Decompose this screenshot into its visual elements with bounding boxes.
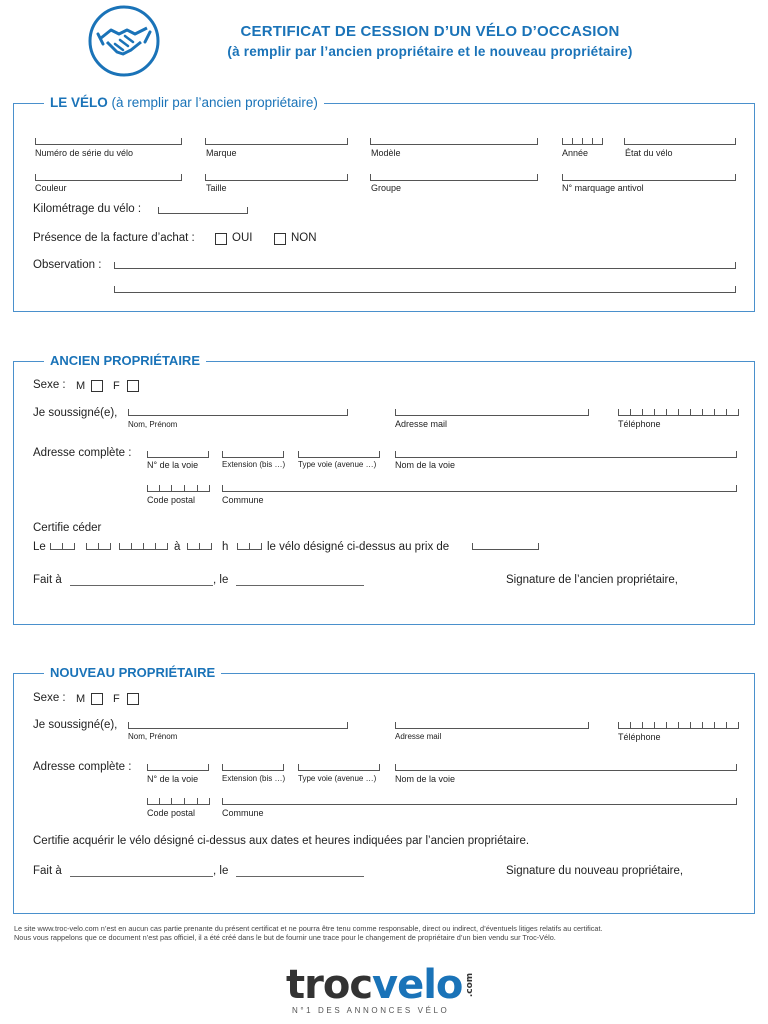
trocvelo-logo	[286, 962, 486, 1022]
ancien-month-field[interactable]	[86, 543, 110, 550]
legend-rest: (à remplir par l’ancien propriétaire)	[107, 95, 318, 110]
ancien-done-le-label: , le	[213, 574, 229, 586]
ancien-sign-date-field[interactable]	[236, 585, 364, 586]
nouveau-signature-label: Signature du nouveau propriétaire,	[506, 865, 684, 877]
mileage-field[interactable]	[158, 207, 248, 214]
nouveau-street-no-label: N° de la voie	[147, 774, 199, 784]
ancien-street-type-label: Type voie (avenue …)	[298, 460, 377, 469]
nouveau-street-name-label: Nom de la voie	[395, 774, 456, 784]
nouveau-postcode-field[interactable]	[147, 798, 209, 805]
nouveau-sex-m-checkbox[interactable]	[91, 693, 103, 705]
nouveau-undersigned-label: Je soussigné(e),	[33, 719, 118, 731]
invoice-no-label: NON	[291, 232, 317, 244]
ancien-address-label: Adresse complète :	[33, 447, 132, 459]
nouveau-done-at-label: Fait à	[33, 865, 62, 877]
ancien-place-field[interactable]	[70, 585, 213, 586]
size-field[interactable]	[205, 174, 348, 181]
ancien-street-name-label: Nom de la voie	[395, 460, 456, 470]
nouveau-extension-label: Extension (bis …)	[222, 774, 286, 783]
nouveau-done-le-label: , le	[213, 865, 229, 877]
observation-field-1[interactable]	[114, 262, 736, 269]
nouveau-sign-date-field[interactable]	[236, 876, 364, 877]
ancien-a-label: à	[174, 541, 181, 553]
ancien-extension-field[interactable]	[222, 451, 284, 458]
antitheft-label: N° marquage antivol	[562, 183, 644, 193]
document-title: CERTIFICAT DE CESSION D’UN VÉLO D’OCCASION	[240, 23, 620, 40]
ancien-phone-label: Téléphone	[618, 419, 661, 429]
nouveau-address-label: Adresse complète :	[33, 761, 132, 773]
year-field[interactable]	[562, 138, 602, 145]
handshake-icon	[87, 4, 161, 78]
brand-label: Marque	[206, 148, 237, 158]
ancien-postcode-field[interactable]	[147, 485, 209, 492]
nouveau-street-no-field[interactable]	[147, 764, 209, 771]
antitheft-field[interactable]	[562, 174, 736, 181]
brand-field[interactable]	[205, 138, 348, 145]
state-field[interactable]	[624, 138, 736, 145]
nouveau-place-field[interactable]	[70, 876, 213, 877]
ancien-street-no-label: N° de la voie	[147, 460, 199, 470]
nouveau-certify-text: Certifie acquérir le vélo désigné ci-dessus aux dates et heures indiquées par l’ancien propriétaire.	[33, 835, 530, 847]
state-label: État du vélo	[625, 148, 673, 158]
year-label: Année	[562, 148, 589, 158]
nouveau-city-field[interactable]	[222, 798, 737, 805]
group-field[interactable]	[370, 174, 538, 181]
invoice-no-checkbox[interactable]	[274, 233, 286, 245]
logo-velo-text: velo	[372, 962, 463, 1008]
ancien-hour-field[interactable]	[187, 543, 211, 550]
logo-troc-text: troc	[286, 962, 373, 1008]
nouveau-phone-label: Téléphone	[618, 732, 661, 742]
model-field[interactable]	[370, 138, 538, 145]
ancien-h-label: h	[222, 541, 229, 553]
legend-bold: LE VÉLO	[50, 95, 108, 110]
ancien-name-label: Nom, Prénom	[128, 420, 178, 429]
document-subtitle: (à remplir par l’ancien propriétaire et le nouveau propriétaire)	[227, 44, 633, 59]
ancien-street-name-field[interactable]	[395, 451, 737, 458]
ancien-sex-m-label: M	[76, 380, 86, 392]
observation-field-2[interactable]	[114, 286, 736, 293]
ancien-postcode-label: Code postal	[147, 495, 196, 505]
logo-com-text: .com	[465, 972, 476, 998]
serial-label: Numéro de série du vélo	[35, 148, 134, 158]
nouveau-city-label: Commune	[222, 808, 264, 818]
color-label: Couleur	[35, 183, 67, 193]
section-nouveau	[13, 665, 755, 914]
nouveau-street-name-field[interactable]	[395, 764, 737, 771]
nouveau-email-label: Adresse mail	[395, 732, 442, 741]
nouveau-sex-label: Sexe :	[33, 692, 66, 704]
ancien-sex-f-checkbox[interactable]	[127, 380, 139, 392]
ancien-year-field[interactable]	[119, 543, 167, 550]
ancien-sold-text: le vélo désigné ci-dessus au prix de	[267, 541, 450, 553]
ancien-day-field[interactable]	[50, 543, 74, 550]
ancien-street-type-field[interactable]	[298, 451, 380, 458]
ancien-price-field[interactable]	[472, 543, 539, 550]
group-label: Groupe	[371, 183, 402, 193]
section-ancien-legend	[44, 353, 206, 368]
invoice-yes-label: OUI	[232, 232, 253, 244]
ancien-email-label: Adresse mail	[395, 419, 448, 429]
nouveau-street-type-label: Type voie (avenue …)	[298, 774, 377, 783]
footer-disclaimer-1: Le site www.troc-velo.com n’est en aucun cas partie prenante du présent certificat et ne pourra être tenu comme responsable, direct ou indirect, d’éventuels litiges relatifs au certificat.	[14, 924, 603, 933]
ancien-extension-label: Extension (bis …)	[222, 460, 286, 469]
nouveau-postcode-label: Code postal	[147, 808, 196, 818]
ancien-minute-field[interactable]	[237, 543, 261, 550]
nouveau-name-label: Nom, Prénom	[128, 732, 178, 741]
ancien-name-field[interactable]	[128, 409, 348, 416]
nouveau-extension-field[interactable]	[222, 764, 284, 771]
ancien-done-at-label: Fait à	[33, 574, 62, 586]
ancien-street-no-field[interactable]	[147, 451, 209, 458]
mileage-label: Kilométrage du vélo :	[33, 203, 142, 215]
ancien-undersigned-label: Je soussigné(e),	[33, 407, 118, 419]
footer-disclaimer-2: Nous vous rappelons que ce document n’est pas officiel, il a été créé dans le but de fournir une trace pour le changement de propriétaire d’un bien vendu sur Troc-Vélo.	[14, 933, 556, 942]
ancien-sex-f-label: F	[113, 380, 120, 392]
nouveau-phone-field[interactable]	[618, 722, 738, 729]
nouveau-sex-f-label: F	[113, 693, 120, 705]
color-field[interactable]	[35, 174, 182, 181]
size-label: Taille	[206, 183, 227, 193]
ancien-date-le-label: Le	[33, 541, 46, 553]
ancien-certify-label: Certifie céder	[33, 522, 102, 534]
invoice-label: Présence de la facture d’achat :	[33, 232, 195, 244]
ancien-sex-label: Sexe :	[33, 379, 66, 391]
serial-field[interactable]	[35, 138, 182, 145]
invoice-yes-checkbox[interactable]	[215, 233, 227, 245]
nouveau-email-field[interactable]	[395, 722, 589, 729]
ancien-city-field[interactable]	[222, 485, 737, 492]
ancien-sex-m-checkbox[interactable]	[91, 380, 103, 392]
nouveau-street-type-field[interactable]	[298, 764, 380, 771]
nouveau-sex-m-label: M	[76, 693, 86, 705]
nouveau-name-field[interactable]	[128, 722, 348, 729]
section-nouveau-legend	[44, 665, 221, 680]
ancien-legend-text: ANCIEN PROPRIÉTAIRE	[50, 353, 200, 368]
ancien-city-label: Commune	[222, 495, 264, 505]
section-velo-legend	[44, 95, 324, 110]
model-label: Modèle	[371, 148, 401, 158]
ancien-signature-label: Signature de l’ancien propriétaire,	[506, 574, 678, 586]
logo-tagline: N°1 DES ANNONCES VÉLO	[292, 1006, 450, 1015]
observation-label: Observation :	[33, 259, 102, 271]
nouveau-sex-f-checkbox[interactable]	[127, 693, 139, 705]
nouveau-legend-text: NOUVEAU PROPRIÉTAIRE	[50, 665, 216, 680]
ancien-email-field[interactable]	[395, 409, 589, 416]
ancien-phone-field[interactable]	[618, 409, 738, 416]
